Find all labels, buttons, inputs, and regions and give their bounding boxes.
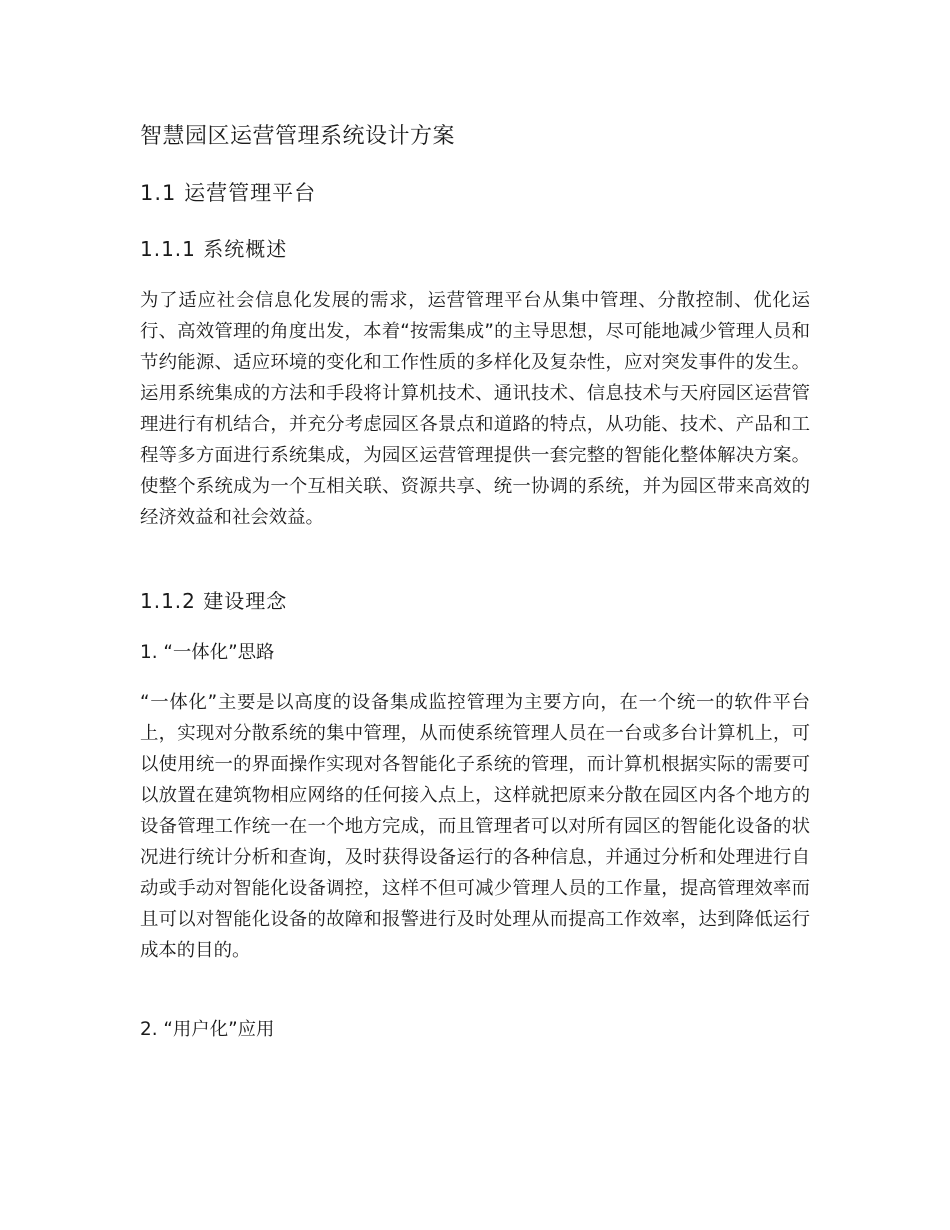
- integration-paragraph: “一体化”主要是以高度的设备集成监控管理为主要方向，在一个统一的软件平台上，实现对分散系统的集中管理，从而使系统管理人员在一台或多台计算机上，可以使用统一的界面操作实现对各智能化子系统的管理，而计算机根据实际的需要可以放置在建筑物相应网络的任何接入点上，这样就把原来分散在园区内各个地方的设备管理工作统一在一个地方完成，而且管理者可以对所有园区的智能化设备的状况进行统计分析和查询，及时获得设备运行的各种信息，并通过分析和处理进行自动或手动对智能化设备调控，这样不但可减少管理人员的工作量，提高管理效率而且可以对智能化设备的故障和报警进行及时处理从而提高工作效率，达到降低运行成本的目的。: [140, 692, 810, 961]
- section-heading-1-1-2: 1.1.2 建设理念: [140, 589, 288, 613]
- section-heading-1-1: 1.1 运营管理平台: [140, 181, 317, 205]
- overview-paragraph: 为了适应社会信息化发展的需求，运营管理平台从集中管理、分散控制、优化运行、高效管理的角度出发，本着“按需集成”的主导思想，尽可能地减少管理人员和节约能源、适应环境的变化和工作性质的多样化及复杂性，应对突发事件的发生。运用系统集成的方法和手段将计算机技术、通讯技术、信息技术与天府园区运营管理进行有机结合，并充分考虑园区各景点和道路的特点，从功能、技术、产品和工程等多方面进行系统集成，为园区运营管理提供一套完整的智能化整体解决方案。使整个系统成为一个互相关联、资源共享、统一协调的系统，并为园区带来高效的经济效益和社会效益。: [140, 290, 810, 528]
- section-heading-1-1-1: 1.1.1 系统概述: [140, 237, 288, 261]
- list-item-heading-1: 1. “一体化”思路: [140, 642, 275, 663]
- document-title: 智慧园区运营管理系统设计方案: [140, 124, 456, 149]
- list-item-heading-2: 2. “用户化”应用: [140, 1019, 275, 1040]
